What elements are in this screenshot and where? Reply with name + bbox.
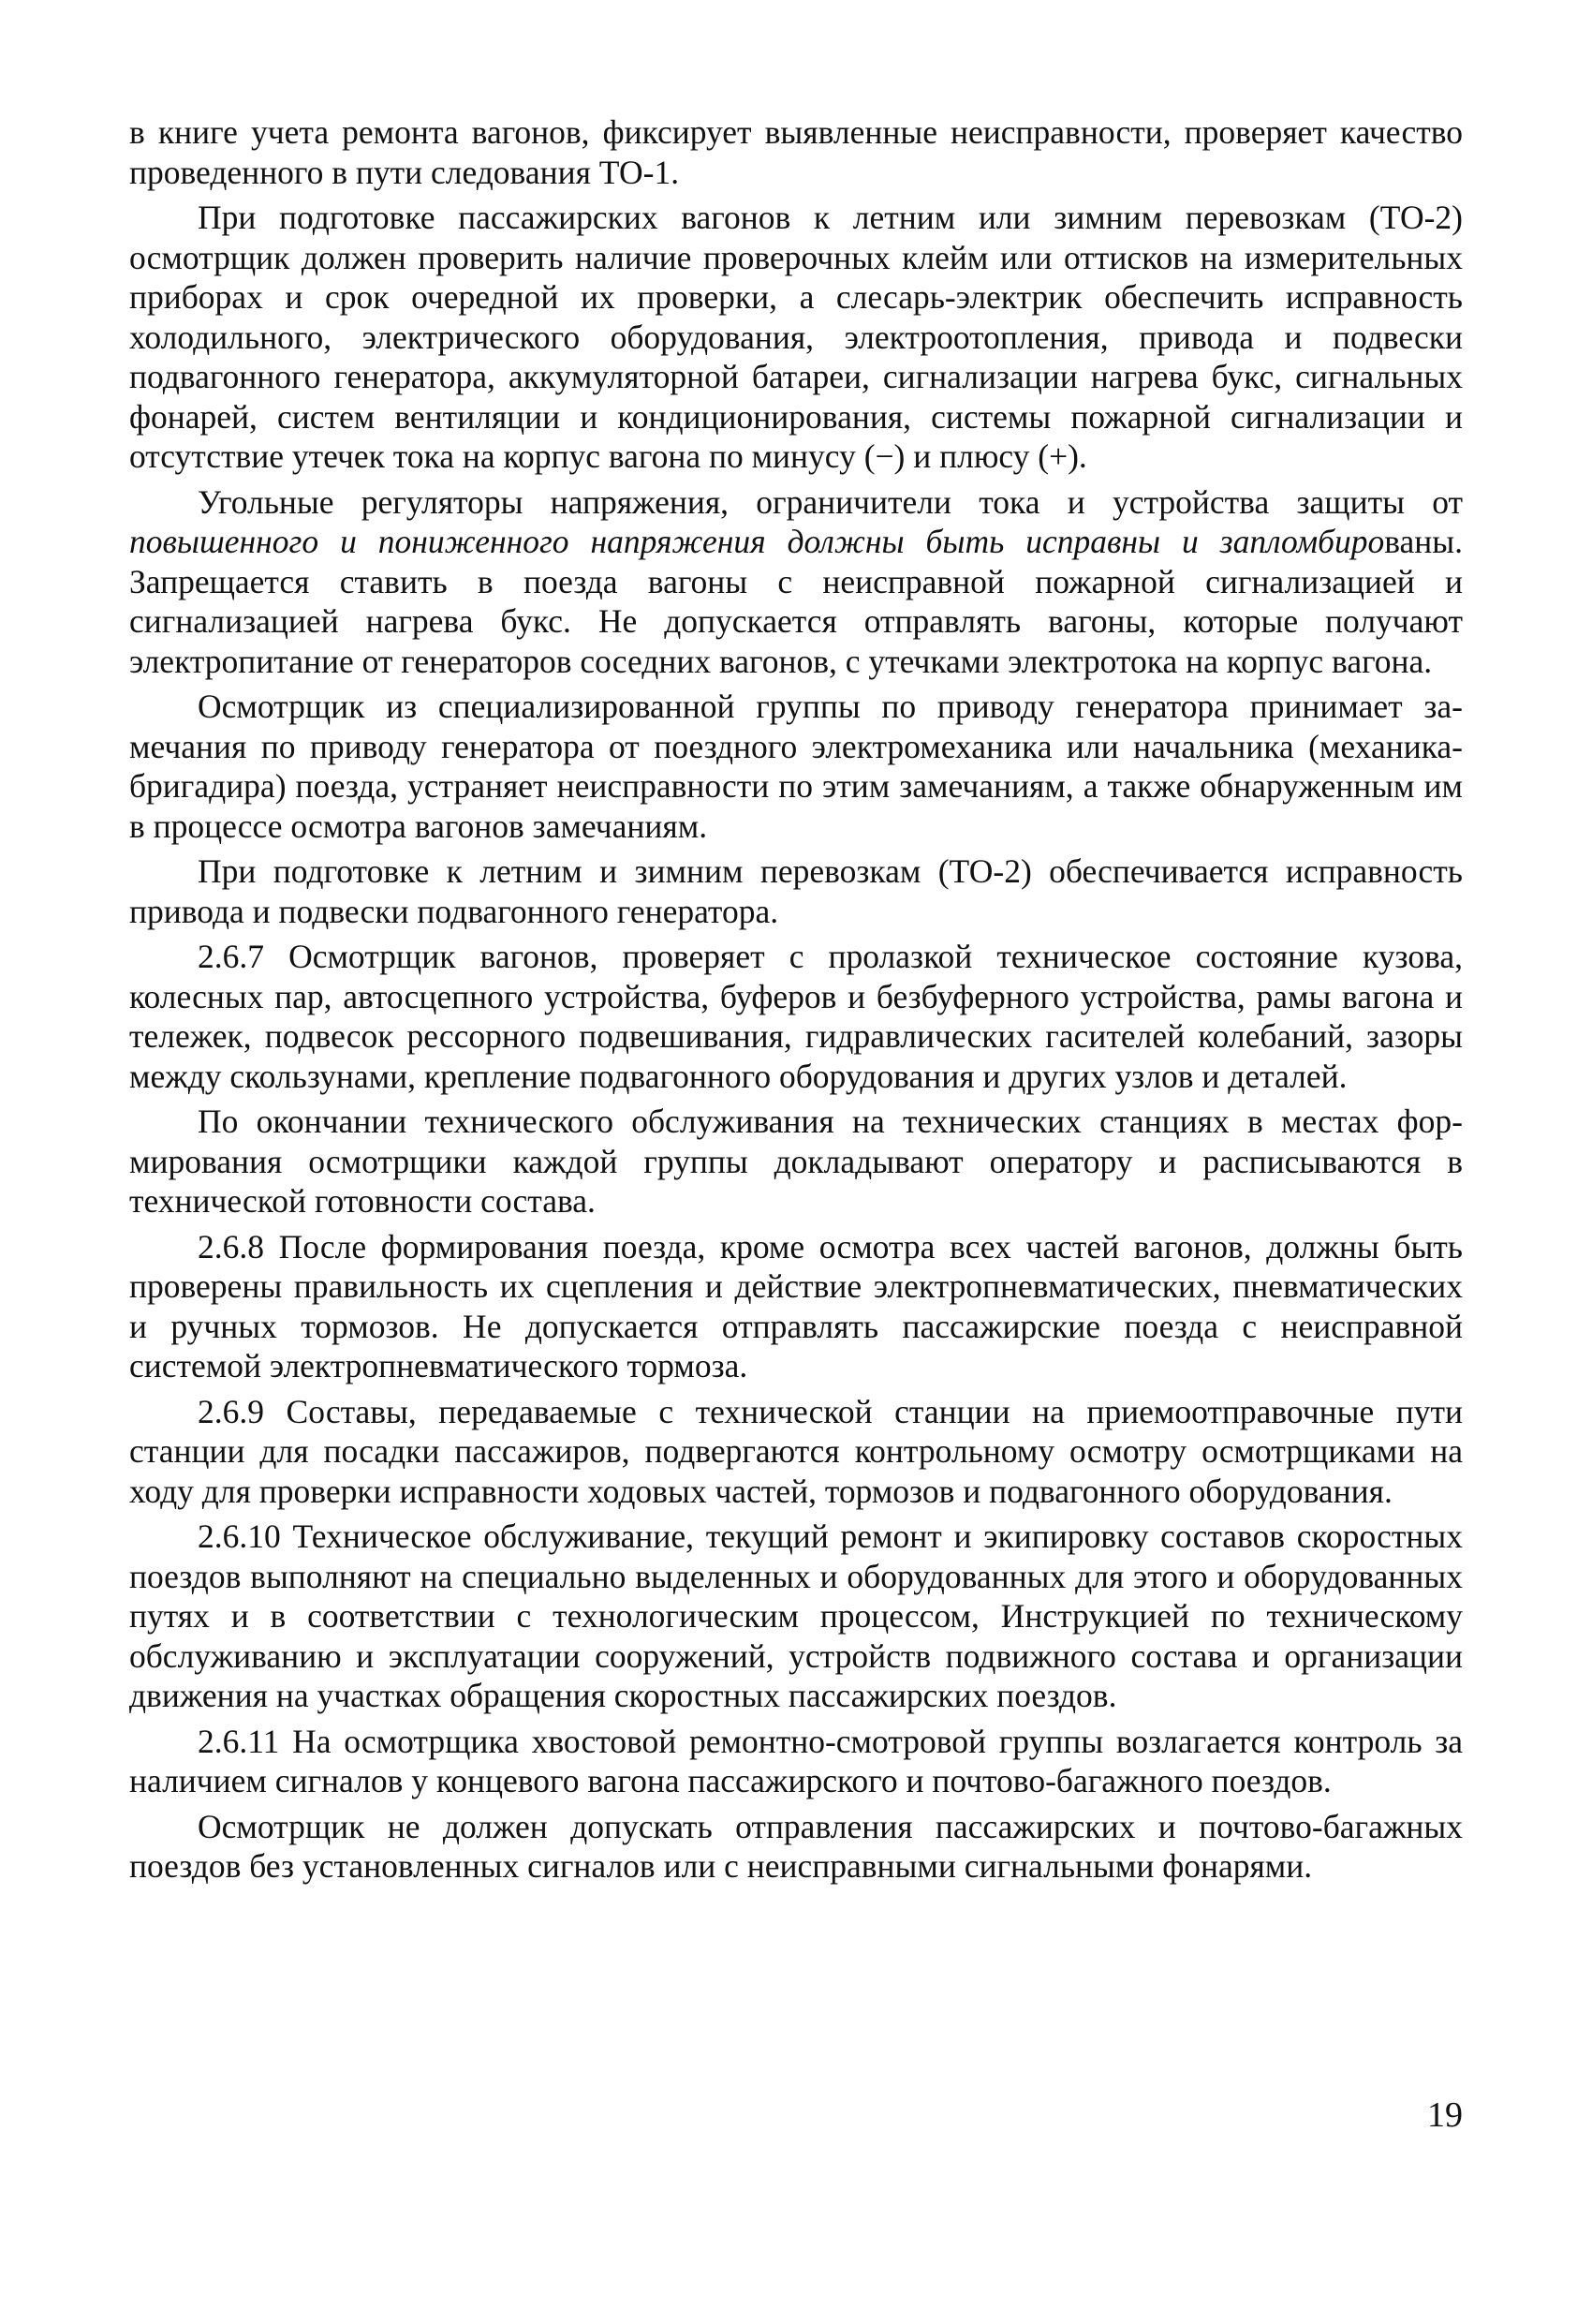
paragraph-12: Осмотрщик не должен допускать отправления пассажирских и почтово-багажных поездов без установленных сигналов или с неисправными сигнальными фонарями. bbox=[129, 1807, 1463, 1885]
paragraph-8: 2.6.8 После формирования поезда, кроме осмотра всех частей вагонов, должны быть проверены правильность их сцепления и действие электропневматических, пневматических и ручных тормозов. Не допускается отправлять пассажирские поезда с неисправной системой электропневматического тормоза. bbox=[129, 1227, 1463, 1384]
paragraph-3 bbox=[129, 482, 1463, 682]
paragraph-9: 2.6.9 Составы, передаваемые с технической станции на приемоотправочные пути станции для посадки пассажиров, подвергаются контрольному осмотру осмотрщиками на ходу для проверки исправности ходовых частей, тормозов и подвагонного оборудования. bbox=[129, 1392, 1463, 1510]
paragraph-5: При подготовке к летним и зимним перевозкам (ТО-2) обеспечивается исправность привода и подвески подвагонного генератора. bbox=[129, 852, 1463, 930]
paragraph-4: Осмотрщик из специализированной группы по приводу генератора принимает замечания по приводу генератора от поездного электромеханика или начальника (механика-бригадира) поезда, устраняет неисправности по этим замечаниям, а также обнаруженным им в процессе осмотра вагонов замечаниям. bbox=[129, 688, 1463, 845]
paragraph-2: При подготовке пассажирских вагонов к летним или зимним перевозкам (ТО-2) осмотрщик должен проверить наличие проверочных клейм или оттисков на измерительных приборах и срок очередной их проверки, а слесарь-электрик обеспечить исправность холодильного, электрического оборудования, электроотопления, привода и подвески подвагонного генератора, аккумуляторной батареи, сигнализации нагрева букс, сигнальных фонарей, систем вентиляции и кондиционирования, системы пожарной сигнализации и отсутствие утечек тока на корпус вагона по минусу (−) и плюсу (+). bbox=[129, 199, 1463, 475]
paragraph-7: По окончании технического обслуживания на технических станциях в местах формирования осмотрщики каждой группы докладывают оператору и расписываются в технической готовности состава. bbox=[129, 1103, 1463, 1220]
paragraph-1: в книге учета ремонта вагонов, фиксирует выявленные неисправности, проверяет качество проведенного в пути следования ТО-1. bbox=[129, 113, 1463, 191]
body-text bbox=[129, 112, 1463, 1892]
paragraph-3-italic: повышенного и пониженного напряжения должны быть исправны и запломбиро bbox=[129, 523, 1385, 560]
paragraph-3-end: ваны. Запрещается ставить в поезда вагоны с неисправной пожарной сигнализацией и сигнализацией нагрева букс. Не допускается отправлять вагоны, которые получают электропитание от генераторов соседних вагонов, с утечками электротока на корпус вагона. bbox=[129, 523, 1463, 680]
paragraph-11: 2.6.11 На осмотрщика хвостовой ремонтно-смотровой группы возлагается контроль за наличием сигналов у концевого вагона пассажирского и почтово-багажного поездов. bbox=[129, 1722, 1463, 1799]
paragraph-10: 2.6.10 Техническое обслуживание, текущий ремонт и экипировку составов скоростных поездов выполняют на специально выделенных и оборудованных для этого и оборудованных путях и в соответствии с технологическим процессом, Инструкцией по техническому обслуживанию и эксплуатации сооружений, устройств подвижного состава и организации движения на участках обращения скоростных пассажирских поездов. bbox=[129, 1517, 1463, 1714]
page-number: 19 bbox=[1427, 2095, 1463, 2135]
paragraph-3-start: Угольные регуляторы напряжения, ограничители тока и устройства защиты от bbox=[198, 482, 1463, 521]
paragraph-6: 2.6.7 Осмотрщик вагонов, проверяет с пролазкой техническое состояние кузова, колесных пар, автосцепного устройства, буферов и безбуферного устройства, рамы вагона и тележек, подвесок рессорного подвешивания, гидравлических гасителей колебаний, зазоры между скользунами, крепление подвагонного оборудования и других узлов и деталей. bbox=[129, 938, 1463, 1095]
